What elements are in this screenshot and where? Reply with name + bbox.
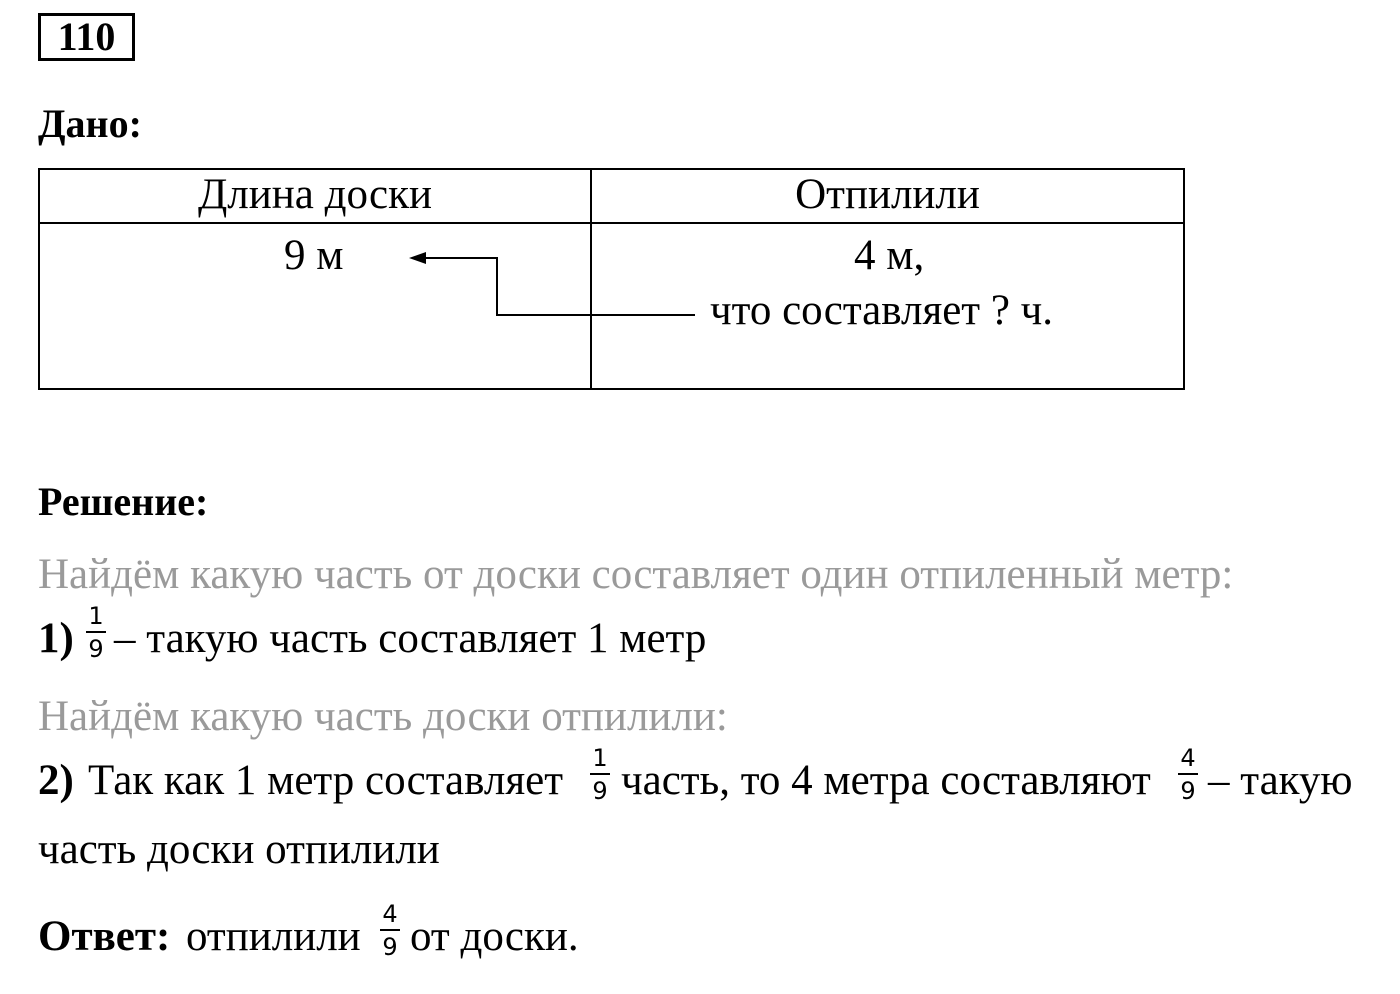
answer-text-b: от доски. <box>410 913 579 960</box>
arrowhead-icon <box>409 252 426 264</box>
problem-number: 110 <box>38 13 135 61</box>
step-2-text-a: Так как 1 метр составляет <box>88 757 563 804</box>
given-heading: Дано: <box>38 101 142 146</box>
solution-heading: Решение: <box>38 479 209 524</box>
fraction-numerator: 4 <box>382 900 398 928</box>
answer-fraction <box>380 902 400 959</box>
step-2-text-b: часть, то 4 метра составляют <box>621 757 1151 804</box>
step-1-fraction <box>86 604 106 661</box>
step-2-text-d: часть доски отпилили <box>38 826 440 873</box>
column-header-length: Длина доски <box>39 169 591 223</box>
step-2-label: 2) <box>38 757 74 804</box>
length-value: 9 м <box>284 232 344 279</box>
fraction-denominator: 9 <box>382 933 398 961</box>
arrow-line <box>424 258 695 315</box>
column-header-cut: Отпилили <box>591 169 1184 223</box>
fraction-numerator: 1 <box>592 744 608 772</box>
fraction-bar <box>380 929 400 931</box>
fraction-bar <box>86 631 106 633</box>
fraction-denominator: 9 <box>88 635 104 663</box>
cut-question: что составляет ? ч. <box>710 287 1054 334</box>
fraction-bar <box>1178 773 1198 775</box>
step-2-fraction-b <box>1178 746 1198 803</box>
step-2-text-c: – такую <box>1208 757 1353 804</box>
step-1-text: – такую часть составляет 1 метр <box>114 615 707 662</box>
hint-1: Найдём какую часть от доски составляет один отпиленный метр: <box>38 551 1234 598</box>
step-2-fraction-a <box>590 746 610 803</box>
hint-2: Найдём какую часть доски отпилили: <box>38 693 728 740</box>
fraction-bar <box>590 773 610 775</box>
answer-label: Ответ: <box>38 913 171 960</box>
fraction-numerator: 4 <box>1180 744 1196 772</box>
fraction-denominator: 9 <box>592 777 608 805</box>
answer-text-a: отпилили <box>186 913 361 960</box>
step-1-label: 1) <box>38 615 74 662</box>
cut-value: 4 м, <box>854 232 925 279</box>
fraction-denominator: 9 <box>1180 777 1196 805</box>
fraction-numerator: 1 <box>88 602 104 630</box>
